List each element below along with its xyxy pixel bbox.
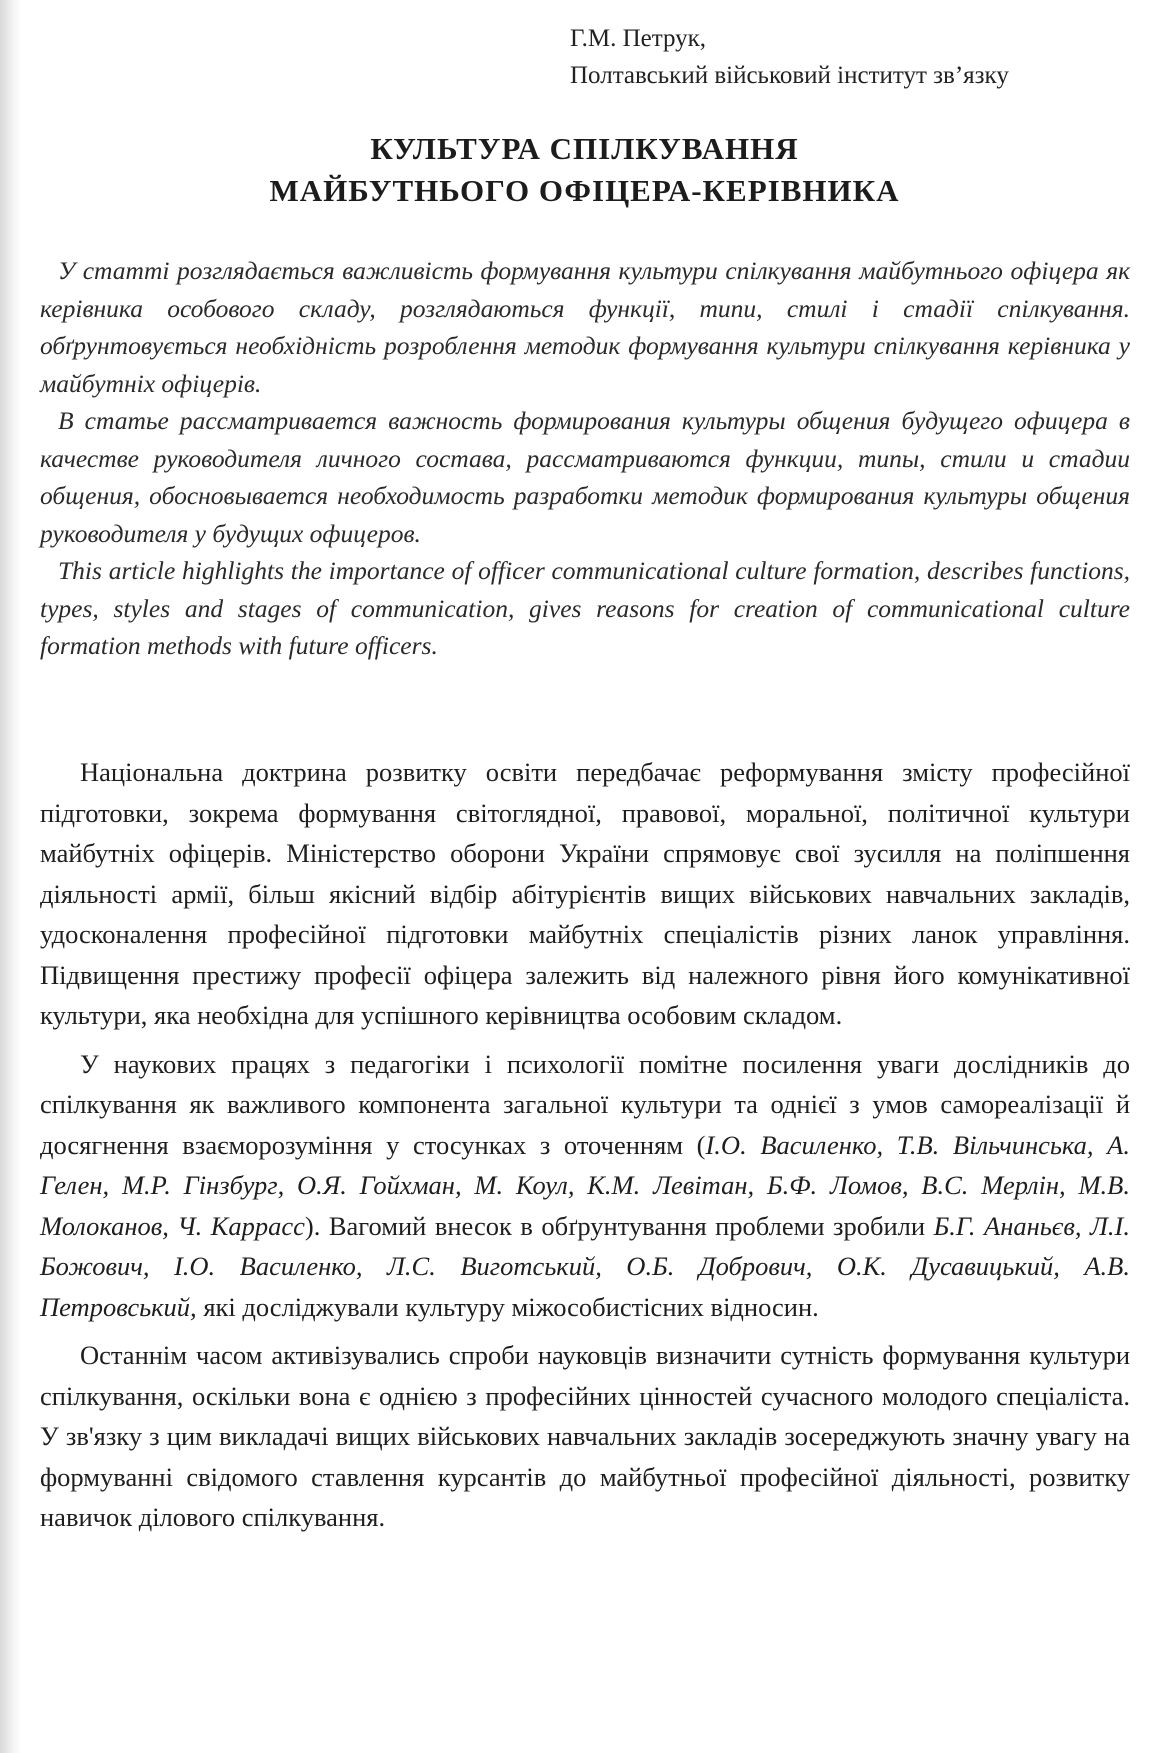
citation-list: Б.Г. Ананьєв, Л.І. Божович, І.О. Василенко, Л.С. Виготський, О.Б. Добрович, О.К. Дусавицький, А.В. Петровський, — [40, 1210, 1130, 1322]
title-line-2: МАЙБУТНЬОГО ОФІЦЕРА-КЕРІВНИКА — [269, 173, 900, 208]
paragraph-text: ). Вагомий внесок в обґрунтування проблеми зробили — [304, 1210, 934, 1241]
paragraph-text: які досліджували культуру міжособистісних відносин. — [196, 1291, 819, 1322]
abstract-english: This article highlights the importance of officer communicational culture formation, describes functions, types, styles and stages of communication, gives reasons for creation of communicational culture formation methods with future officers. — [40, 556, 1130, 660]
title-line-1: КУЛЬТУРА СПІЛКУВАННЯ — [370, 131, 799, 166]
article-title — [0, 128, 1169, 212]
paragraph-text: У наукових працях з педагогіки і психології помітне посилення уваги дослідників до спілкування як важливого компонента загальної культури та однієї з умов самореалізації й досягнення взаєморозуміння у стосунках з оточенням ( — [40, 1048, 1130, 1160]
abstract-ukrainian: У статті розглядається важливість формування культури спілкування майбутнього офіцера як керівника особового складу, розглядаються функції, типи, стилі і стадії спілкування. обґрунтовується необхідність розроблення методик формування культури спілкування керівника у майбутніх офіцерів. — [40, 256, 1130, 398]
body-paragraph-2 — [40, 1044, 1130, 1328]
abstract-russian: В статье рассматривается важность формирования культуры общения будущего офицера в качестве руководителя личного состава, рассматриваются функции, типы, стили и стадии общения, обосновывается необходимость разработки методик формирования культуры общения руководителя у будущих офицеров. — [40, 406, 1130, 548]
scan-edge-shadow — [0, 0, 22, 1753]
author-block — [570, 20, 1009, 94]
body-paragraph-1: Національна доктрина розвитку освіти передбачає реформування змісту професійної підготовки, зокрема формування світоглядної, правової, моральної, політичної культури майбутніх офіцерів. Міністерство оборони України спрямовує свої зусилля на поліпшення діяльності армії, більш якісний відбір абітурієнтів вищих військових навчальних закладів, удосконалення професійної підготовки майбутніх спеціалістів різних ланок управління. Підвищення престижу професії офіцера залежить від належного рівня його комунікативної культури, яка необхідна для успішного керівництва особовим складом. — [40, 757, 1130, 1030]
author-affiliation: Полтавський військовий інститут зв’язку — [570, 62, 1009, 89]
article-body — [40, 752, 1130, 1546]
citation-list: І.О. Василенко, Т.В. Вільчинська, А. Гелен, М.Р. Гінзбург, О.Я. Гойхман, М. Коул, К.М. Левітан, Б.Ф. Ломов, В.С. Мерлін, М.В. Молоканов, Ч. Каррасс — [40, 1129, 1130, 1241]
body-paragraph-3: Останнім часом активізувались спроби науковців визначити сутність формування культури спілкування, оскільки вона є однією з професійних цінностей сучасного молодого спеціаліста. У зв'язку з цим викладачі вищих військових навчальних закладів зосереджують значну увагу на формуванні свідомого ставлення курсантів до майбутньої професійної діяльності, розвитку навичок ділового спілкування. — [40, 1340, 1130, 1532]
abstracts — [40, 252, 1130, 665]
author-name: Г.М. Петрук, — [570, 25, 707, 52]
